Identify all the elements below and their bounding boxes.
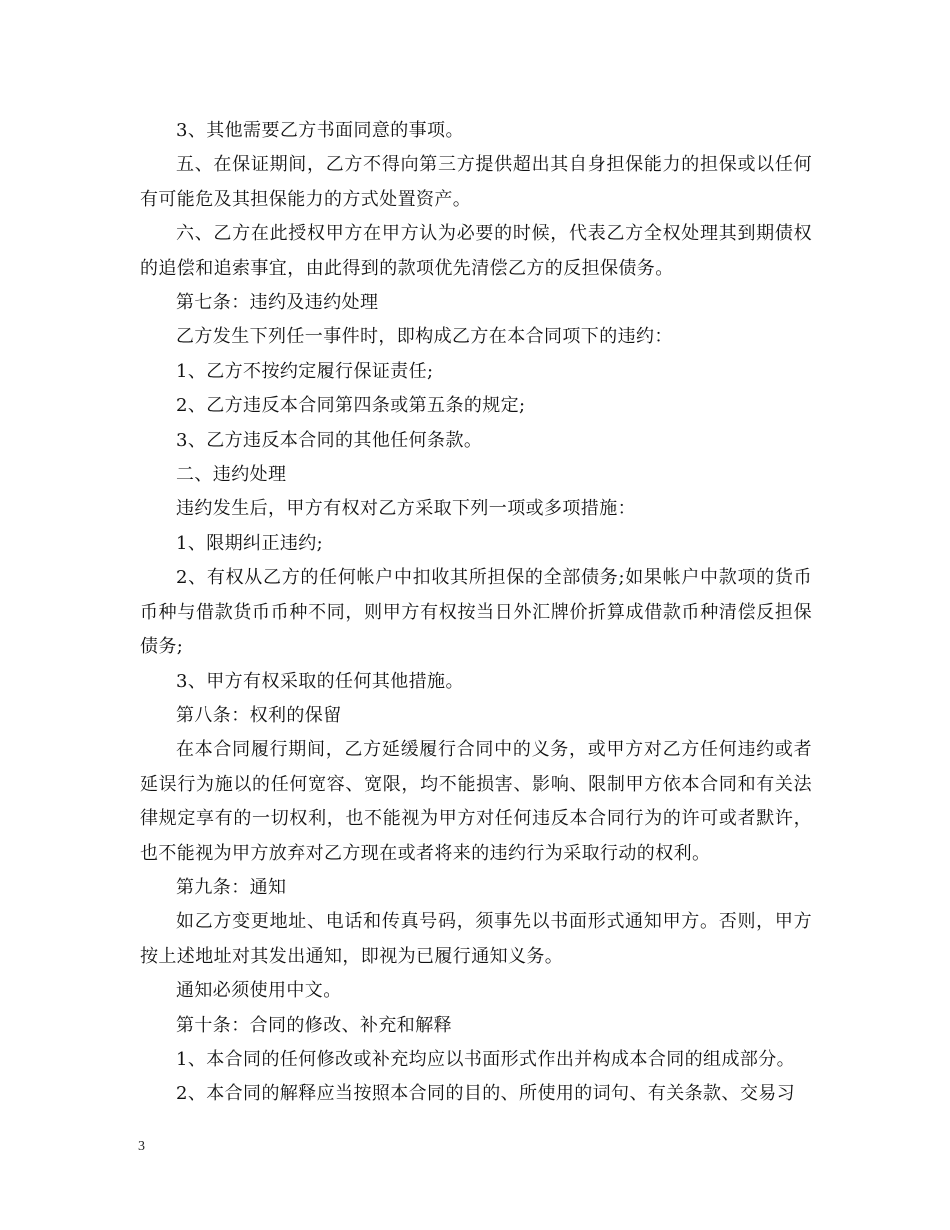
paragraph: 五、在保证期间，乙方不得向第三方提供超出其自身担保能力的担保或以任何有可能危及其担保能力的方式处置资产。 [140,154,812,210]
paragraph: 六、乙方在此授权甲方在甲方认为必要的时候，代表乙方全权处理其到期债权的追偿和追索事宜，由此得到的款项优先清偿乙方的反担保债务。 [140,223,812,279]
list-item: 1、本合同的任何修改或补充均应以书面形式作出并构成本合同的组成部分。 [176,1048,796,1070]
list-item: 1、乙方不按约定履行保证责任; [176,360,434,382]
paragraph: 通知必须使用中文。 [176,980,342,1002]
section-heading: 二、违约处理 [176,464,287,486]
list-item: 1、限期纠正违约; [176,532,324,554]
paragraph: 3、其他需要乙方书面同意的事项。 [176,120,464,141]
section-heading: 第十条：合同的修改、补充和解释 [176,1014,452,1036]
paragraph: 在本合同履行期间，乙方延缓履行合同中的义务，或甲方对乙方任何违约或者延误行为施以的任何宽容、宽限，均不能损害、影响、限制甲方依本合同和有关法律规定享有的一切权利，也不能视为甲方对任何违反本合同行为的许可或者默许，也不能视为甲方放弃对乙方现在或者将来的违约行为采取行动的权利。 [140,739,812,864]
list-item: 2、乙方违反本合同第四条或第五条的规定; [176,395,526,417]
paragraph: 如乙方变更地址、电话和传真号码，须事先以书面形式通知甲方。否则，甲方按上述地址对其发出通知，即视为已履行通知义务。 [140,911,812,967]
list-item: 3、乙方违反本合同的其他任何条款。 [176,429,483,451]
list-item: 3、甲方有权采取的任何其他措施。 [176,670,464,692]
list-item: 2、本合同的解释应当按照本合同的目的、所使用的词句、有关条款、交易习 [176,1083,796,1105]
section-heading: 第七条：违约及违约处理 [176,292,379,314]
list-item: 2、有权从乙方的任何帐户中扣收其所担保的全部债务;如果帐户中款项的货币币种与借款货币币种不同，则甲方有权按当日外汇牌价折算成借款币种清偿反担保债务; [140,567,812,658]
paragraph: 违约发生后，甲方有权对乙方采取下列一项或多项措施： [176,498,636,520]
page-number: 3 [138,1139,145,1154]
document-body [140,114,812,1112]
section-heading: 第八条：权利的保留 [176,704,342,726]
paragraph: 乙方发生下列任一事件时，即构成乙方在本合同项下的违约： [176,326,673,348]
section-heading: 第九条：通知 [176,876,287,898]
